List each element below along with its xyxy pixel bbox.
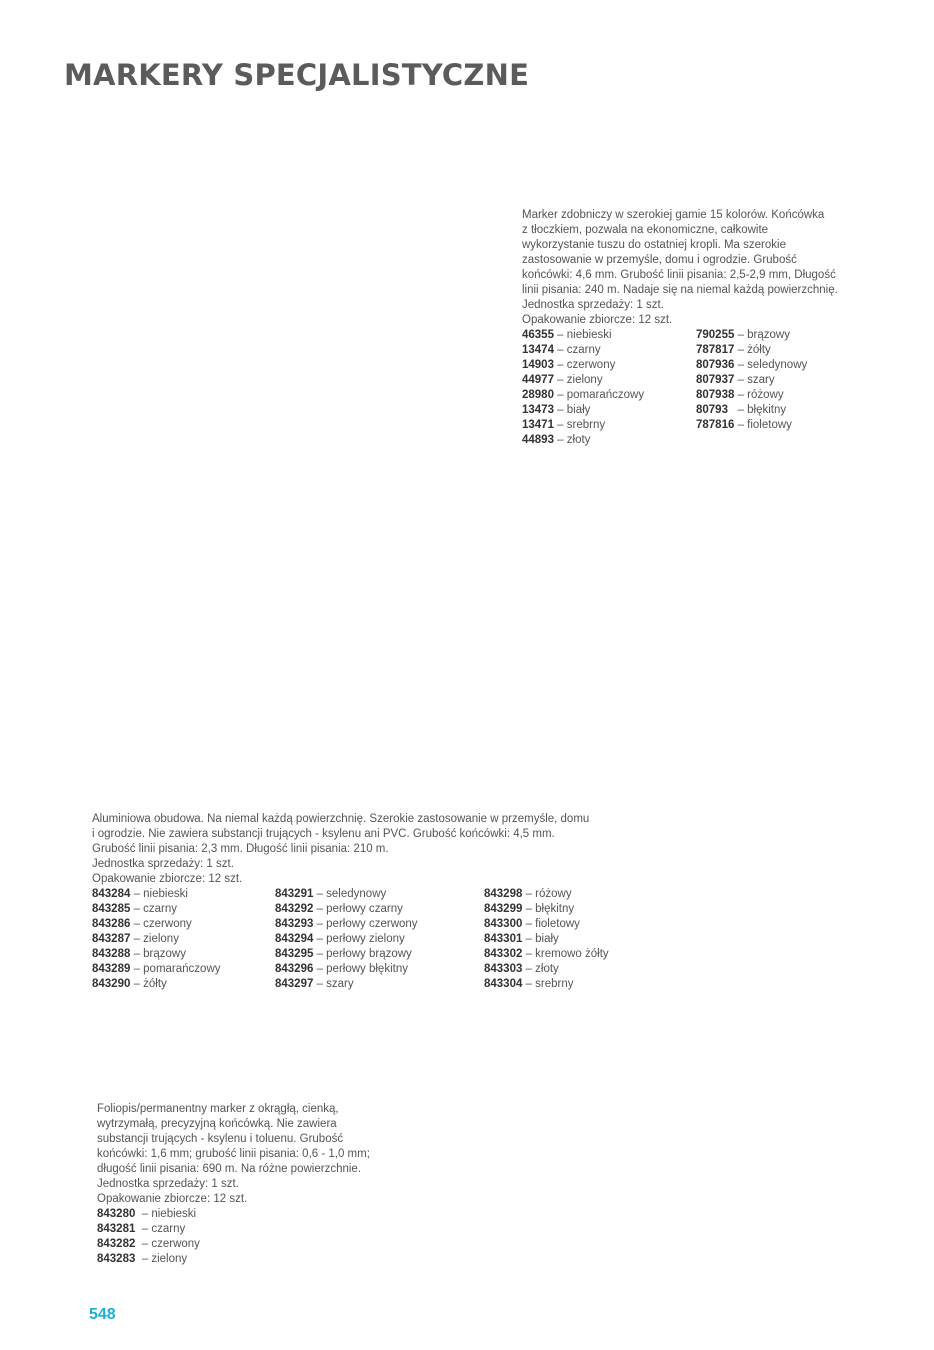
product-code-item xyxy=(696,343,807,358)
color-label: – pomarańczowy xyxy=(553,389,645,401)
color-label: – czerwony xyxy=(130,918,192,930)
product-code: 46355 xyxy=(522,329,554,341)
color-label: – fioletowy xyxy=(522,918,580,930)
product-code: 843283 xyxy=(97,1253,136,1265)
color-label: – czerwony xyxy=(135,1238,200,1250)
description-line: linii pisania: 240 m. Nadaje się na niemal każdą powierzchnię. xyxy=(522,284,838,296)
color-list xyxy=(92,887,221,992)
product-code: 807938 xyxy=(696,389,735,401)
color-label: – pomarańczowy xyxy=(130,963,221,975)
product-block-permanent-marker xyxy=(97,1102,370,1269)
description-line: Marker zdobniczy w szerokiej gamie 15 kolorów. Końcówka xyxy=(522,209,825,221)
color-label: – czarny xyxy=(553,344,601,356)
description-line: końcówki: 1,6 mm; grubość linii pisania: 0,6 - 1,0 mm; xyxy=(97,1148,370,1160)
product-code-item xyxy=(484,917,609,932)
color-label: – zielony xyxy=(130,933,179,945)
product-code-item xyxy=(275,977,418,992)
product-code: 843291 xyxy=(275,888,314,900)
page-title: MARKERY SPECJALISTYCZNE xyxy=(64,58,530,92)
product-code-item xyxy=(484,902,609,917)
color-label: – zielony xyxy=(553,374,603,386)
product-code: 807936 xyxy=(696,359,735,371)
product-code: 843292 xyxy=(275,903,314,915)
product-code: 843287 xyxy=(92,933,131,945)
color-label: – perłowy brązowy xyxy=(313,948,412,960)
description-line: Jednostka sprzedaży: 1 szt. xyxy=(92,858,234,870)
color-list xyxy=(696,328,807,433)
product-code-item xyxy=(484,947,609,962)
product-code-item xyxy=(92,932,221,947)
product-code: 843295 xyxy=(275,948,314,960)
product-code-item xyxy=(484,887,609,902)
product-code: 843297 xyxy=(275,978,314,990)
product-code: 843301 xyxy=(484,933,523,945)
product-code-item xyxy=(92,977,221,992)
product-code: 843284 xyxy=(92,888,131,900)
product-code: 843281 xyxy=(97,1223,136,1235)
description-line: z tłoczkiem, pozwala na ekonomiczne, całkowite xyxy=(522,224,769,236)
product-code: 790255 xyxy=(696,329,735,341)
product-code-item xyxy=(92,962,221,977)
description-line: wytrzymałą, precyzyjną końcówką. Nie zawiera xyxy=(97,1118,337,1130)
color-label: – czarny xyxy=(130,903,178,915)
color-label: – seledynowy xyxy=(313,888,387,900)
product-code-item xyxy=(522,388,644,403)
product-code-item xyxy=(696,358,807,373)
color-label: – czarny xyxy=(135,1223,186,1235)
description-line: zastosowanie w przemyśle, domu i ogrodzie. Grubość xyxy=(522,254,797,266)
product-code-item xyxy=(97,1237,200,1252)
color-list xyxy=(522,328,644,448)
color-label: – złoty xyxy=(522,963,559,975)
product-code: 13473 xyxy=(522,404,554,416)
product-code-item xyxy=(696,328,807,343)
product-code-item xyxy=(275,902,418,917)
color-label: – żółty xyxy=(130,978,167,990)
product-code: 843289 xyxy=(92,963,131,975)
color-list xyxy=(484,887,609,992)
product-code-item xyxy=(522,433,644,448)
product-code-item xyxy=(92,887,221,902)
product-code-item xyxy=(97,1222,200,1237)
product-code: 13471 xyxy=(522,419,554,431)
color-list xyxy=(97,1207,200,1267)
product-code: 843286 xyxy=(92,918,131,930)
product-code: 843298 xyxy=(484,888,523,900)
product-code-item xyxy=(522,358,644,373)
color-label: – złoty xyxy=(553,434,591,446)
product-code: 843302 xyxy=(484,948,523,960)
product-description xyxy=(92,812,589,887)
color-label: – fioletowy xyxy=(734,419,792,431)
product-block-decor-marker xyxy=(522,208,838,448)
color-label: – srebrny xyxy=(553,419,606,431)
product-code-item xyxy=(522,373,644,388)
product-code-item xyxy=(97,1207,200,1222)
product-code-item xyxy=(522,418,644,433)
color-label: – biały xyxy=(522,933,559,945)
product-code-item xyxy=(522,403,644,418)
description-line: końcówki: 4,6 mm. Grubość linii pisania: 2,5-2,9 mm, Długość xyxy=(522,269,836,281)
product-code-item xyxy=(522,328,644,343)
color-label: – perłowy błękitny xyxy=(313,963,408,975)
product-code: 843299 xyxy=(484,903,523,915)
description-line: długość linii pisania: 690 m. Na różne powierzchnie. xyxy=(97,1163,362,1175)
color-label: – seledynowy xyxy=(734,359,808,371)
product-code-item xyxy=(97,1252,200,1267)
page-number: 548 xyxy=(89,1306,116,1323)
product-code: 28980 xyxy=(522,389,554,401)
product-block-aluminium-marker xyxy=(92,812,609,997)
product-code: 13474 xyxy=(522,344,554,356)
product-code: 44893 xyxy=(522,434,554,446)
description-line: Grubość linii pisania: 2,3 mm. Długość linii pisania: 210 m. xyxy=(92,843,389,855)
description-line: substancji trujących - ksylenu i toluenu. Grubość xyxy=(97,1133,344,1145)
product-code-item xyxy=(484,932,609,947)
description-line: Foliopis/permanentny marker z okrągłą, cienką, xyxy=(97,1103,339,1115)
product-description xyxy=(97,1102,370,1207)
description-line: Opakowanie zbiorcze: 12 szt. xyxy=(522,314,673,326)
color-label: – szary xyxy=(313,978,354,990)
product-code: 807937 xyxy=(696,374,735,386)
color-list xyxy=(275,887,418,992)
color-label: – srebrny xyxy=(522,978,574,990)
product-code-item xyxy=(696,373,807,388)
product-code-item xyxy=(275,947,418,962)
product-code: 787816 xyxy=(696,419,735,431)
description-line: wykorzystanie tuszu do ostatniej kropli. Ma szerokie xyxy=(522,239,786,251)
product-code: 843296 xyxy=(275,963,314,975)
color-label: – szary xyxy=(734,374,775,386)
color-label: – błękitny xyxy=(727,404,787,416)
product-code: 44977 xyxy=(522,374,554,386)
color-label: – perłowy czerwony xyxy=(313,918,418,930)
color-label: – biały xyxy=(553,404,591,416)
product-code: 843285 xyxy=(92,903,131,915)
product-code: 787817 xyxy=(696,344,735,356)
product-code: 843288 xyxy=(92,948,131,960)
color-label: – brązowy xyxy=(130,948,186,960)
product-code: 80793 xyxy=(696,404,728,416)
product-code-item xyxy=(275,962,418,977)
product-code-item xyxy=(696,388,807,403)
color-label: – niebieski xyxy=(553,329,612,341)
product-code: 843304 xyxy=(484,978,523,990)
product-code-item xyxy=(275,917,418,932)
product-code: 843282 xyxy=(97,1238,136,1250)
product-code-item xyxy=(92,902,221,917)
description-line: Opakowanie zbiorcze: 12 szt. xyxy=(92,873,243,885)
product-code-item xyxy=(92,917,221,932)
color-label: – perłowy czarny xyxy=(313,903,403,915)
product-code: 843303 xyxy=(484,963,523,975)
product-code: 843293 xyxy=(275,918,314,930)
product-description xyxy=(522,208,838,328)
color-label: – błękitny xyxy=(522,903,575,915)
product-code-item xyxy=(484,977,609,992)
color-label: – różowy xyxy=(522,888,572,900)
color-label: – perłowy zielony xyxy=(313,933,405,945)
product-code-item xyxy=(696,418,807,433)
product-code: 843294 xyxy=(275,933,314,945)
color-label: – brązowy xyxy=(734,329,790,341)
product-code: 843280 xyxy=(97,1208,136,1220)
product-code: 843300 xyxy=(484,918,523,930)
description-line: Jednostka sprzedaży: 1 szt. xyxy=(97,1178,239,1190)
product-code-item xyxy=(484,962,609,977)
product-code-item xyxy=(92,947,221,962)
color-label: – niebieski xyxy=(135,1208,197,1220)
color-label: – zielony xyxy=(135,1253,188,1265)
color-label: – różowy xyxy=(734,389,784,401)
color-label: – niebieski xyxy=(130,888,188,900)
description-line: Opakowanie zbiorcze: 12 szt. xyxy=(97,1193,248,1205)
product-code-item xyxy=(696,403,807,418)
product-code-item xyxy=(275,932,418,947)
color-label: – żółty xyxy=(734,344,771,356)
product-code: 843290 xyxy=(92,978,131,990)
description-line: Aluminiowa obudowa. Na niemal każdą powierzchnię. Szerokie zastosowanie w przemyśle, domu xyxy=(92,813,590,825)
description-line: i ogrodzie. Nie zawiera substancji trujących - ksylenu ani PVC. Grubość końcówki: 4,5 mm. xyxy=(92,828,555,840)
product-code-item xyxy=(275,887,418,902)
color-label: – kremowo żółty xyxy=(522,948,609,960)
color-label: – czerwony xyxy=(553,359,616,371)
product-code: 14903 xyxy=(522,359,554,371)
description-line: Jednostka sprzedaży: 1 szt. xyxy=(522,299,664,311)
product-code-item xyxy=(522,343,644,358)
